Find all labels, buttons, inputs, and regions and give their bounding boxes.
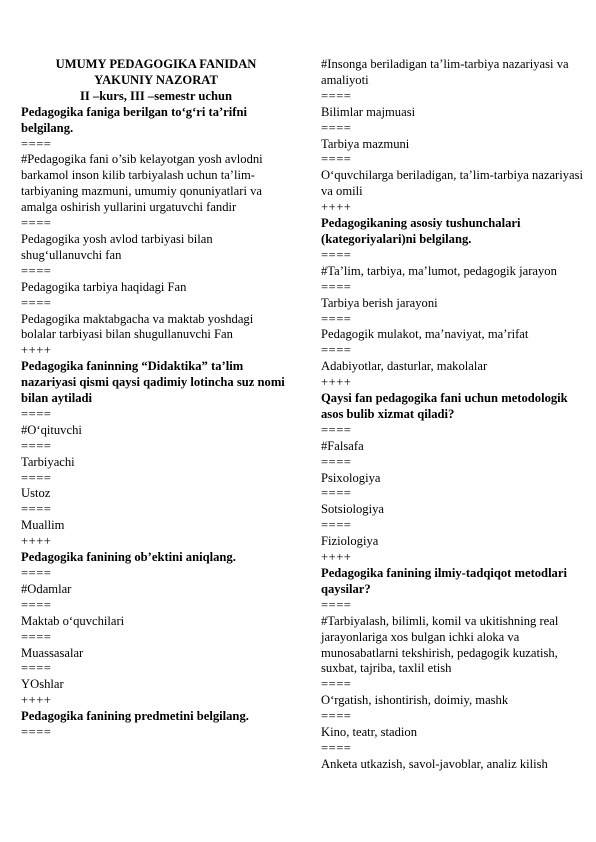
separator: ==== (21, 216, 52, 231)
document-title (21, 57, 291, 105)
separator: ==== (21, 566, 52, 580)
answer-option: Bilimlar majmuasi (321, 104, 416, 119)
separator: ==== (321, 740, 352, 755)
left-column (21, 57, 291, 741)
separator: ==== (321, 152, 352, 167)
question-text: Pedagogika fanining ilmiy-tadqiqot metodlari qaysilar? (321, 566, 567, 596)
separator: ++++ (321, 375, 352, 390)
separator: ==== (21, 661, 52, 676)
question-text: Pedagogika faninning “Didaktika” ta’lim nazariyasi qismi qaysi qadimiy lotincha suz nomi bilan aytiladi (21, 359, 285, 406)
separator: ++++ (21, 693, 52, 708)
answer-option: Muallim (21, 518, 65, 533)
answer-option: Fiziologiya (321, 534, 379, 549)
separator: ==== (321, 343, 352, 358)
separator: ++++ (321, 550, 352, 565)
separator: ==== (321, 597, 352, 612)
separator: ==== (21, 629, 52, 644)
separator: ==== (21, 295, 52, 310)
separator: ==== (21, 502, 52, 517)
separator: ==== (21, 136, 52, 151)
answer-option: YOshlar (21, 677, 64, 692)
separator: ==== (21, 438, 52, 453)
separator: ++++ (21, 534, 52, 549)
separator: ++++ (21, 343, 52, 358)
answer-option: Tarbiyachi (21, 454, 75, 469)
separator: ==== (21, 597, 52, 612)
separator: ==== (321, 247, 352, 262)
separator: ==== (321, 120, 352, 135)
separator: ==== (21, 725, 52, 740)
answer-option: Pedagogika tarbiya haqidagi Fan (21, 279, 187, 294)
answer-option: Anketa utkazish, savol-javoblar, analiz kilish (321, 756, 548, 771)
separator: ==== (321, 486, 352, 501)
answer-option: Pedagogik mulakot, ma’naviyat, ma’rifat (321, 327, 529, 342)
answer-option: Sotsiologiya (321, 502, 384, 517)
separator: ==== (321, 454, 352, 469)
answer-option: #Pedagogika fani o’sib kelayotgan yosh avlodni barkamol inson kilib tarbiyalash uchun ta’lim-tarbiyaning mazmuni, umumiy qonuniyatlari va amalga oshirish yullarini urgatuvchi fandir (21, 152, 263, 215)
separator: ==== (21, 263, 52, 278)
answer-option: Muassasalar (21, 645, 84, 660)
answer-option: #Odamlar (21, 581, 72, 596)
separator: ==== (321, 88, 352, 103)
answer-option: O‘rgatish, ishontirish, doimiy, mashk (321, 693, 509, 708)
answer-option: #Tarbiyalash, bilimli, komil va ukitishning real jarayonlariga xos bulgan ichki aloka va munosabatlarni tekshirish, pedagogik kuzatish, suxbat, tajriba, taxlil etish (321, 613, 559, 676)
answer-option: Ustoz (21, 486, 51, 501)
answer-option: #O‘qituvchi (21, 422, 82, 437)
question-text: Qaysi fan pedagogika fani uchun metodologik asos bulib xizmat qiladi? (321, 391, 568, 421)
question-text: Pedagogikaning asosiy tushunchalari (kategoriyalari)ni belgilang. (321, 216, 521, 246)
question-text: Pedagogika fanining ob’ektini aniqlang. (21, 550, 236, 565)
document-subtitle: II –kurs, III –semestr uchun (80, 88, 232, 103)
answer-option: Psixologiya (321, 470, 381, 485)
answer-option: Tarbiya berish jarayoni (321, 295, 438, 310)
answer-option: #Insonga beriladigan ta’lim-tarbiya nazariyasi va amaliyoti (321, 57, 569, 87)
separator: ==== (321, 677, 352, 692)
answer-option: Maktab o‘quvchilari (21, 613, 125, 628)
separator: ==== (321, 518, 352, 533)
separator: ==== (321, 422, 352, 437)
separator: ++++ (321, 200, 352, 215)
answer-option: Tarbiya mazmuni (321, 136, 410, 151)
separator: ==== (321, 279, 352, 294)
separator: ==== (21, 406, 52, 421)
separator: ==== (321, 311, 352, 326)
answer-option: O‘quvchilarga beriladigan, ta’lim-tarbiya nazariyasi va omili (321, 168, 584, 199)
answer-option: Kino, teatr, stadion (321, 725, 418, 740)
separator: ==== (321, 709, 352, 724)
question-text: Pedagogika fanining predmetini belgilang. (21, 709, 249, 724)
title-line-1: UMUMY PEDAGOGIKA FANIDAN (55, 57, 257, 71)
answer-option: #Falsafa (321, 438, 364, 453)
answer-option: Pedagogika yosh avlod tarbiyasi bilan shug‘ullanuvchi fan (21, 231, 213, 262)
answer-option: Pedagogika maktabgacha va maktab yoshdagi bolalar tarbiyasi bilan shugullanuvchi Fan (21, 311, 254, 342)
title-line-2: YAKUNIY NAZORAT (94, 72, 218, 87)
separator: ==== (21, 470, 52, 485)
question-text: Pedagogika faniga berilgan to‘g‘ri ta’rifni belgilang. (21, 104, 247, 135)
answer-option: #Ta’lim, tarbiya, ma’lumot, pedagogik jarayon (321, 263, 557, 278)
right-column (321, 57, 589, 773)
answer-option: Adabiyotlar, dasturlar, makolalar (321, 359, 488, 374)
